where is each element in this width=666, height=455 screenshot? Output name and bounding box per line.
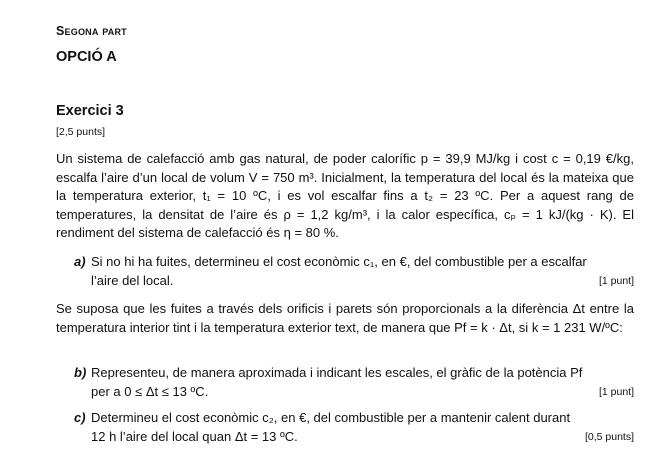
question-c (74, 409, 634, 446)
question-line2 (91, 383, 634, 402)
question-text-continued: l’aire del local. (91, 272, 174, 288)
question-label: b) (74, 365, 87, 380)
intro-line: Per a aquest rang de temperatures, la densitat de l’aire és ρ = 1,2 kg/m³, i la calor específica, (56, 188, 635, 222)
question-label: c) (74, 410, 86, 425)
question-text: Representeu, de manera aproximada i indicant les escales, el gràfic de la potència Pf (91, 365, 583, 380)
question-label: a) (74, 254, 86, 269)
question-line2 (91, 272, 634, 291)
intro-line: local és la mateixa que la temperatura exterior, t₁ = 10 ºC, i es vol escalfar fins a t₂ = 23 ºC. (56, 169, 634, 203)
question-points: [1 punt] (598, 274, 634, 287)
question-text-continued: 12 h l’aire del local quan Δt = 13 ºC. (91, 428, 298, 444)
middle-line: k = 1 231 W/ºC: (531, 319, 623, 335)
question-text: Determineu el cost econòmic c₂, en €, del combustible per a mantenir calent durant (91, 410, 571, 425)
option-title: OPCIÓ A (56, 49, 117, 65)
question-text: Si no hi ha fuites, determineu el cost econòmic c₁, en €, del combustible per a escalfar (91, 254, 587, 269)
exercise-title: Exercici 3 (56, 103, 124, 119)
intro-line: Un sistema de calefacció amb gas natural, de poder calorífic p = 39,9 MJ/kg i cost (56, 151, 547, 166)
question-points: [0,5 punts] (584, 430, 634, 443)
question-text-continued: per a 0 ≤ Δt ≤ 13 ºC. (91, 383, 209, 399)
middle-line: entre la temperatura interior tint i la temperatura exterior text, de manera que Pf = k · Δt, si (56, 301, 634, 335)
middle-line: Se suposa que les fuites a través dels orificis i parets són proporcionals a la diferència Δt (56, 301, 585, 316)
question-b (74, 364, 634, 401)
middle-paragraph (56, 300, 634, 337)
exercise-points: [2,5 punts] (56, 126, 106, 138)
question-points: [1 punt] (598, 385, 634, 398)
question-line2 (91, 428, 634, 447)
intro-line: c = 0,19 €/kg, escalfa l’aire d’un local de volum V = 750 m³. Inicialment, la temperatura del (56, 151, 634, 185)
intro-paragraph (56, 150, 634, 243)
question-a (74, 253, 634, 290)
part-title: Segona part (56, 24, 127, 38)
intro-line: cₚ = 1 kJ/(kg · K). El rendiment del sistema de calefacció és η = 80 %. (56, 206, 634, 240)
